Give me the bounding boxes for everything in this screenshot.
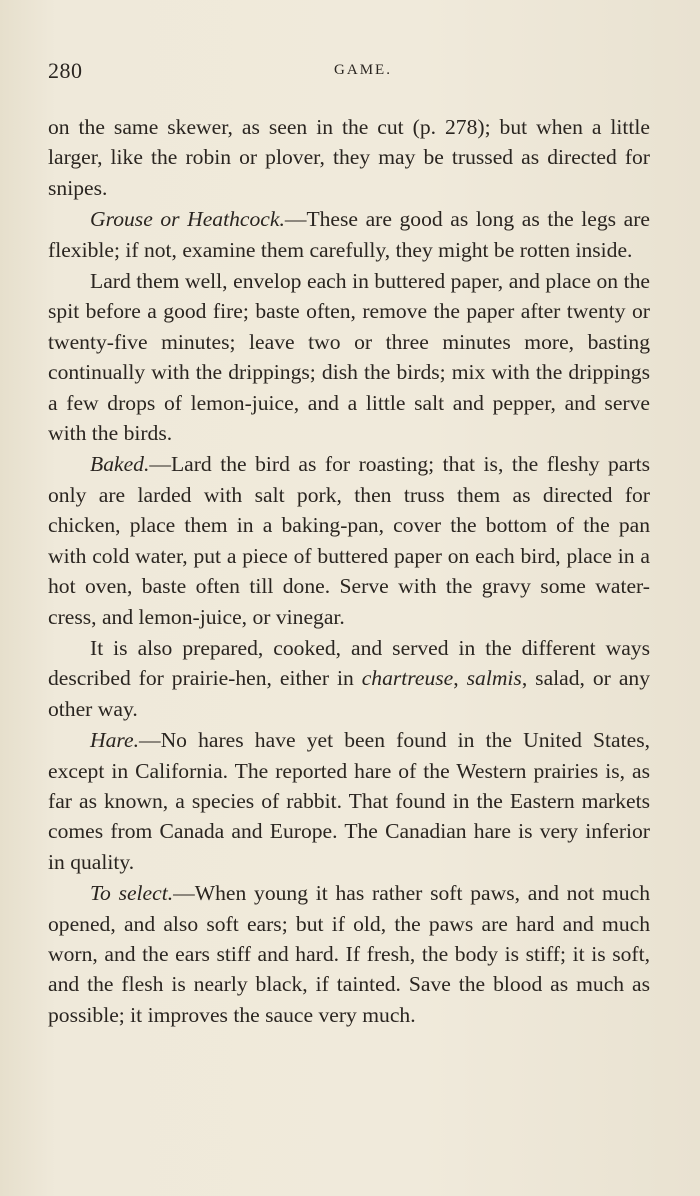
section-heading: Baked.	[90, 452, 150, 477]
paragraph-text: Lard them well, envelop each in buttered paper, and place on the spit before a good fire; baste often, remove the paper after twenty or twenty-five minutes; leave two or three minutes more, basting continually with the drippings; dish the birds; mix with the drippings a few drops of lemon-juice, and a little salt and pepper, and serve with the birds.	[48, 269, 650, 446]
paragraph-text: on the same skewer, as seen in the cut (p. 278); but when a little larger, like the robin or plover, they may be trussed as directed for snipes.	[48, 115, 650, 200]
paragraph-text: ,	[453, 666, 467, 691]
paragraph-baked	[48, 449, 650, 631]
paragraph-text: —Lard the bird as for roasting; that is, the fleshy parts only are larded with salt pork, then truss them as directed for chicken, place them in a baking-pan, cover the bottom of the pan with cold water, put a piece of buttered paper on each bird, place in a hot oven, baste often till done. Serve with the gravy some water-cress, and lemon-juice, or vinegar.	[48, 452, 650, 629]
paragraph-text: —When young it has rather soft paws, and not much opened, and also soft ears; but if old, the paws are hard and much worn, and the ears stiff and hard. If fresh, the body is stiff; it is soft, and the flesh is nearly black, if tainted. Save the blood as much as possible; it improves the sauce very much.	[48, 881, 650, 1027]
paragraph-text: —These are good as long as the legs are flexible; if not, examine them carefully, they might be rotten inside.	[48, 207, 650, 262]
section-heading: Hare.	[90, 728, 139, 753]
paragraph-lard	[48, 266, 650, 448]
section-heading: Grouse or Heathcock.	[90, 207, 285, 232]
paragraph-to-select	[48, 878, 650, 1030]
body-text	[48, 112, 650, 1030]
section-heading: To select.	[90, 881, 174, 906]
page-header	[48, 58, 650, 94]
paragraph-hare	[48, 725, 650, 877]
paragraph-also-prepared	[48, 633, 650, 724]
italic-term: salmis	[466, 666, 522, 691]
italic-term: chartreuse	[361, 666, 454, 691]
page-number: 280	[48, 58, 83, 83]
paragraph-text: , salad, or any other way.	[48, 666, 650, 721]
running-head: GAME.	[334, 62, 392, 78]
paragraph-continuation	[48, 112, 650, 203]
paragraph-grouse	[48, 204, 650, 265]
paragraph-text: —No hares have yet been found in the United States, except in California. The reported hare of the Western prairies is, as far as known, a species of rabbit. That found in the Eastern markets comes from Canada and Europe. The Canadian hare is very inferior in quality.	[48, 728, 650, 874]
paragraph-text: It is also prepared, cooked, and served in the different ways described for prairie-hen, either in	[48, 635, 650, 691]
